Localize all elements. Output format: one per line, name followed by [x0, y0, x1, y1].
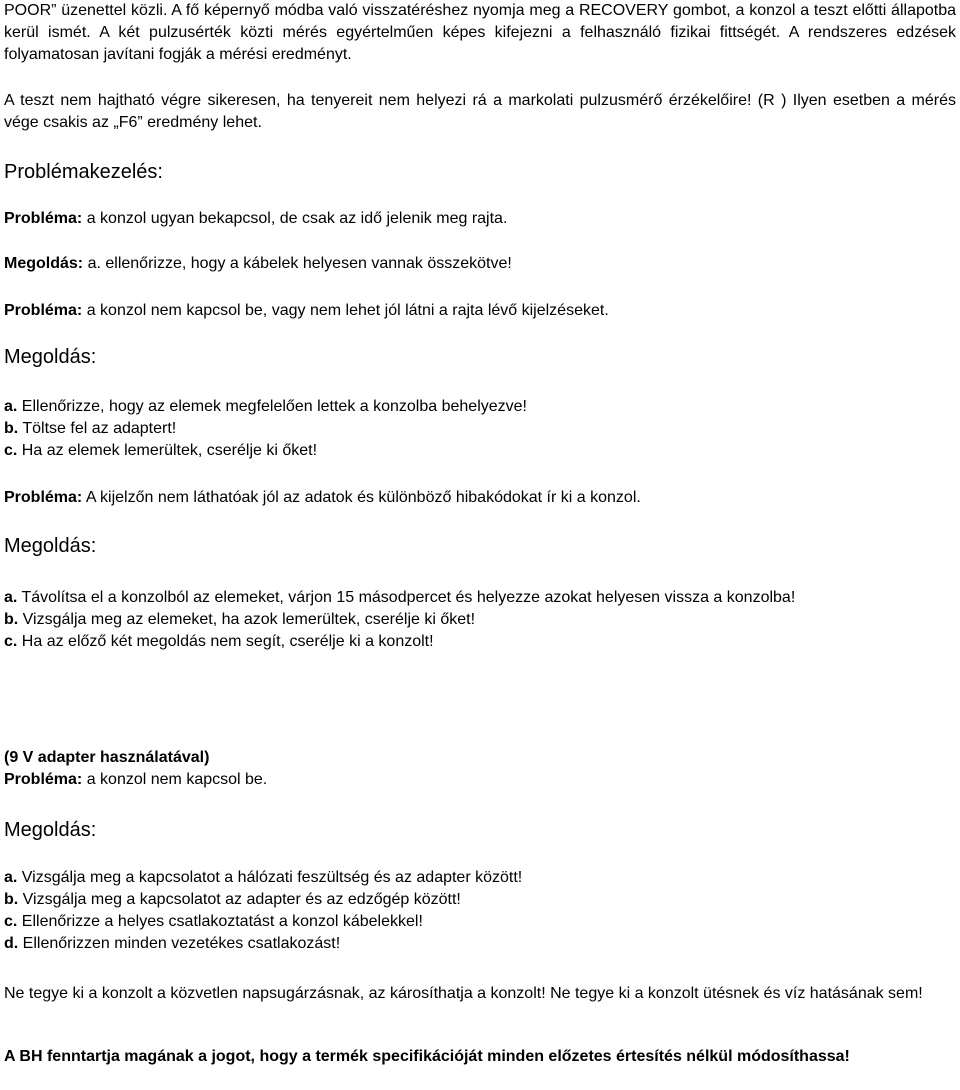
problem-text: a konzol nem kapcsol be.: [86, 771, 268, 788]
problem-label: Probléma:: [4, 489, 83, 506]
warning-text: Ne tegye ki a konzolt a közvetlen napsugárzásnak, az károsíthatja a konzolt! Ne tegye ki a konzolt ütésnek és víz hatásának sem!: [4, 985, 923, 1002]
problem-2: [4, 300, 956, 322]
step-letter: a.: [4, 589, 18, 606]
step-letter: b.: [4, 420, 19, 437]
adapter-heading: (9 V adapter használatával): [4, 749, 210, 766]
problem-label: Probléma:: [4, 210, 83, 227]
step-text: Ellenőrizze a helyes csatlakoztatást a konzol kábelekkel!: [21, 913, 423, 930]
warning-paragraph: [4, 983, 956, 1005]
solution-heading-text: Megoldás:: [4, 346, 97, 368]
step-item: [4, 933, 956, 955]
solution-1: [4, 253, 956, 275]
solution-3-steps: [4, 587, 956, 653]
step-text: Vizsgálja meg a kapcsolatot az adapter és az edzőgép között!: [22, 891, 461, 908]
step-text: Ha az elemek lemerültek, cserélje ki őket!: [21, 442, 318, 459]
step-text: Vizsgálja meg a kapcsolatot a hálózati feszültség és az adapter között!: [21, 869, 523, 886]
heading-text: Problémakezelés:: [4, 161, 163, 183]
step-item: [4, 867, 956, 889]
solution-text: a. ellenőrizze, hogy a kábelek helyesen vannak összekötve!: [87, 255, 512, 272]
disclaimer-paragraph: [4, 1046, 956, 1068]
step-text: Töltse fel az adaptert!: [22, 420, 177, 437]
intro-text-2: A teszt nem hajtható végre sikeresen, ha tenyereit nem helyezi rá a markolati pulzusmérő érzékelőire! (R ) Ilyen esetben a mérés vége csakis az „F6” eredmény lehet.: [4, 92, 956, 131]
step-item: [4, 631, 956, 653]
step-item: [4, 587, 956, 609]
step-text: Ha az előző két megoldás nem segít, cserélje ki a konzolt!: [21, 633, 434, 650]
problem-text: A kijelzőn nem láthatóak jól az adatok és különböző hibakódokat ír ki a konzol.: [85, 489, 641, 506]
adapter-solution-heading: [4, 818, 956, 842]
step-text: Ellenőrizzen minden vezetékes csatlakozást!: [22, 935, 341, 952]
step-text: Ellenőrizze, hogy az elemek megfelelően lettek a konzolba behelyezve!: [21, 398, 527, 415]
adapter-problem: [4, 769, 956, 791]
solution-2-steps: [4, 396, 956, 462]
solution-heading-text: Megoldás:: [4, 819, 97, 841]
problem-text: a konzol ugyan bekapcsol, de csak az idő jelenik meg rajta.: [86, 210, 508, 227]
disclaimer-text: A BH fenntartja magának a jogot, hogy a termék specifikációját minden előzetes értesítés nélkül módosíthassa!: [4, 1048, 850, 1065]
intro-paragraph-1: [4, 0, 956, 66]
step-letter: c.: [4, 633, 18, 650]
solution-3-heading: [4, 534, 956, 558]
intro-paragraph-2: [4, 90, 956, 134]
problem-3: [4, 487, 956, 509]
intro-text-1: POOR” üzenettel közli. A fő képernyő módba való visszatéréshez nyomja meg a RECOVERY gombot, a konzol a teszt előtti állapotba kerül ismét. A két pulzusérték közti mérés egyértelműen képes kifejezni a felhasználó fizikai fittségét. A rendszeres edzések folyamatosan javítani fogják a mérési eredményt.: [4, 2, 956, 63]
step-item: [4, 418, 956, 440]
step-letter: b.: [4, 891, 19, 908]
problem-text: a konzol nem kapcsol be, vagy nem lehet jól látni a rajta lévő kijelzéseket.: [86, 302, 609, 319]
step-item: [4, 911, 956, 933]
step-item: [4, 609, 956, 631]
step-letter: c.: [4, 442, 18, 459]
step-letter: d.: [4, 935, 19, 952]
solution-heading-text: Megoldás:: [4, 535, 97, 557]
step-letter: b.: [4, 611, 19, 628]
step-text: Távolítsa el a konzolból az elemeket, várjon 15 másodpercet és helyezze azokat helyesen vissza a konzolba!: [21, 589, 796, 606]
adapter-section: [4, 747, 956, 791]
step-letter: a.: [4, 398, 18, 415]
solution-label: Megoldás:: [4, 255, 84, 272]
step-item: [4, 440, 956, 462]
step-item: [4, 396, 956, 418]
step-letter: c.: [4, 913, 18, 930]
adapter-solution-steps: [4, 867, 956, 955]
solution-2-heading: [4, 345, 956, 369]
step-item: [4, 889, 956, 911]
problem-1: [4, 208, 956, 230]
step-letter: a.: [4, 869, 18, 886]
problem-label: Probléma:: [4, 771, 83, 788]
problem-label: Probléma:: [4, 302, 83, 319]
step-text: Vizsgálja meg az elemeket, ha azok lemerültek, cserélje ki őket!: [22, 611, 476, 628]
troubleshooting-heading: [4, 160, 956, 184]
